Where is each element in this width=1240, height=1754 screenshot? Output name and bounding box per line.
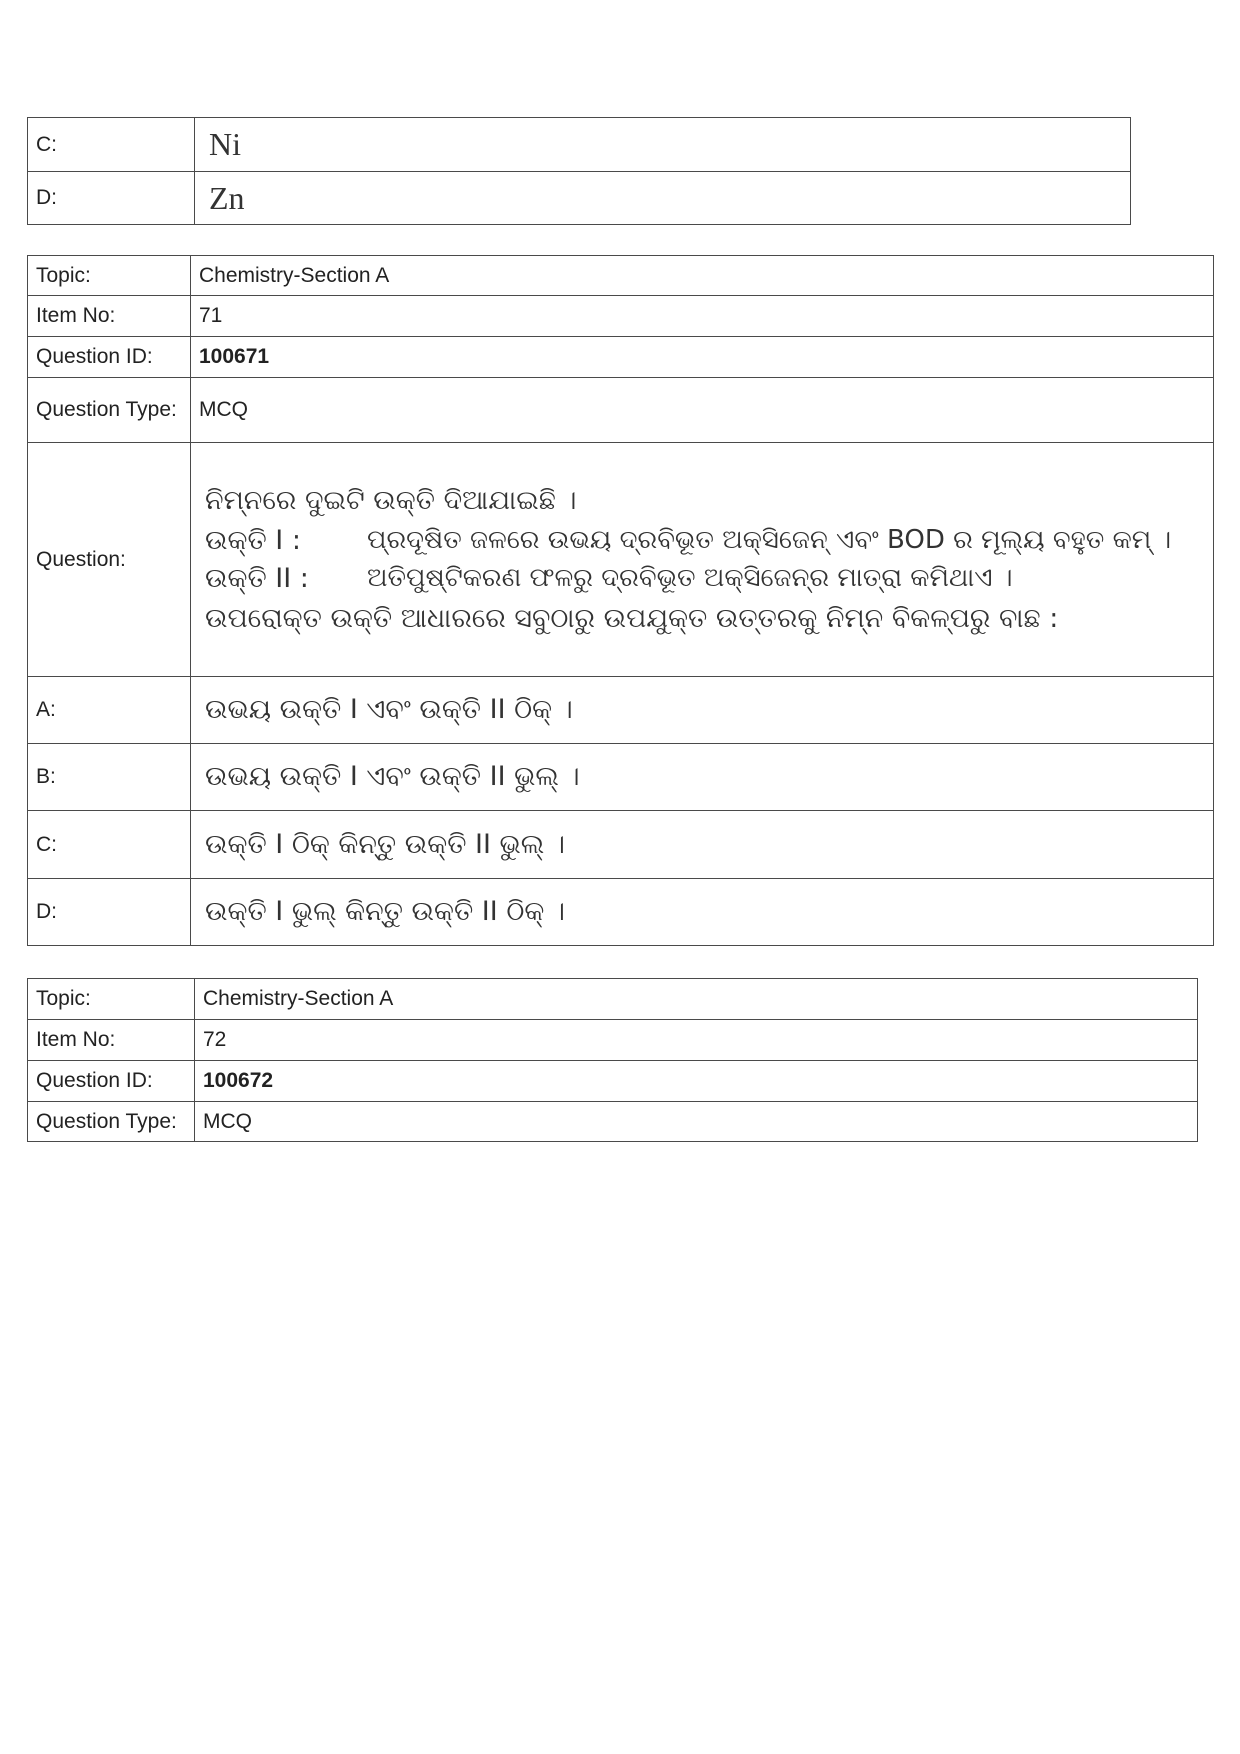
option-text: ଉଭୟ ଉକ୍ତି I ଏବଂ ଉକ୍ତି II ଠିକ୍ । (191, 677, 1214, 744)
option-row-d (28, 172, 1131, 225)
question-type-row (28, 1102, 1198, 1142)
question-72-table (27, 978, 1198, 1142)
topic-value: Chemistry-Section A (191, 256, 1214, 296)
topic-row (28, 979, 1198, 1020)
question-instruction: ଉପରୋକ୍ତ ଉକ୍ତି ଆଧାରରେ ସବୁଠାରୁ ଉପଯୁକ୍ତ ଉତ୍ତରକୁ ନିମ୍ନ ବିକଳ୍ପରୁ ବାଛ : (205, 602, 1059, 634)
statement-2-text: ଅତିପୁଷ୍ଟିକରଣ ଫଳରୁ ଦ୍ରବିଭୂତ ଅକ୍ସିଜେନ୍ର ମାତ୍ରା କମିଥାଏ । (367, 563, 1013, 593)
prev-options-table (27, 117, 1131, 225)
question-id-value: 100671 (191, 337, 1214, 378)
item-value: 71 (191, 296, 1214, 337)
option-label: C: (28, 811, 191, 879)
topic-label: Topic: (28, 256, 191, 296)
question-type-row (28, 378, 1214, 443)
question-id-row (28, 1061, 1198, 1102)
option-row-d (28, 879, 1214, 946)
question-id-label: Question ID: (28, 1061, 195, 1102)
option-text: ଉକ୍ତି I ଠିକ୍ କିନ୍ତୁ ଉକ୍ତି II ଭୁଲ୍ । (191, 811, 1214, 879)
option-value: Ni (195, 118, 1131, 172)
option-label: C: (28, 118, 195, 172)
item-value: 72 (195, 1020, 1198, 1061)
question-type-value: MCQ (191, 378, 1214, 443)
item-row (28, 1020, 1198, 1061)
option-label: B: (28, 744, 191, 811)
question-type-value: MCQ (195, 1102, 1198, 1142)
statement-1 (205, 525, 1205, 557)
statement-1-tag: ଉକ୍ତି I : (205, 524, 301, 556)
question-id-value: 100672 (195, 1061, 1198, 1102)
question-71-table (27, 255, 1214, 946)
statement-2-tag: ଉକ୍ତି II : (205, 562, 309, 594)
question-row (28, 443, 1214, 677)
question-intro: ନିମ୍ନରେ ଦୁଇଟି ଉକ୍ତି ଦିଆଯାଇଛି । (205, 484, 577, 516)
option-row-a (28, 677, 1214, 744)
option-row-c (28, 118, 1131, 172)
option-text: ଉଭୟ ଉକ୍ତି I ଏବଂ ଉକ୍ତି II ଭୁଲ୍ । (191, 744, 1214, 811)
option-label: D: (28, 879, 191, 946)
statement-1-text: ପ୍ରଦୂଷିତ ଜଳରେ ଉଭୟ ଦ୍ରବିଭୂତ ଅକ୍ସିଜେନ୍ ଏବଂ BOD ର ମୂଲ୍ୟ ବହୁତ କମ୍ । (367, 525, 1172, 555)
option-row-b (28, 744, 1214, 811)
option-text: ଉକ୍ତି I ଭୁଲ୍ କିନ୍ତୁ ଉକ୍ତି II ଠିକ୍ । (191, 879, 1214, 946)
item-row (28, 296, 1214, 337)
question-type-label: Question Type: (28, 378, 191, 443)
question-body (191, 443, 1214, 677)
option-label: D: (28, 172, 195, 225)
item-label: Item No: (28, 1020, 195, 1061)
topic-label: Topic: (28, 979, 195, 1020)
topic-value: Chemistry-Section A (195, 979, 1198, 1020)
topic-row (28, 256, 1214, 296)
question-label: Question: (28, 443, 191, 677)
question-id-row (28, 337, 1214, 378)
item-label: Item No: (28, 296, 191, 337)
statement-2 (205, 563, 1205, 595)
option-row-c (28, 811, 1214, 879)
question-type-label: Question Type: (28, 1102, 195, 1142)
question-id-label: Question ID: (28, 337, 191, 378)
option-label: A: (28, 677, 191, 744)
option-value: Zn (195, 172, 1131, 225)
